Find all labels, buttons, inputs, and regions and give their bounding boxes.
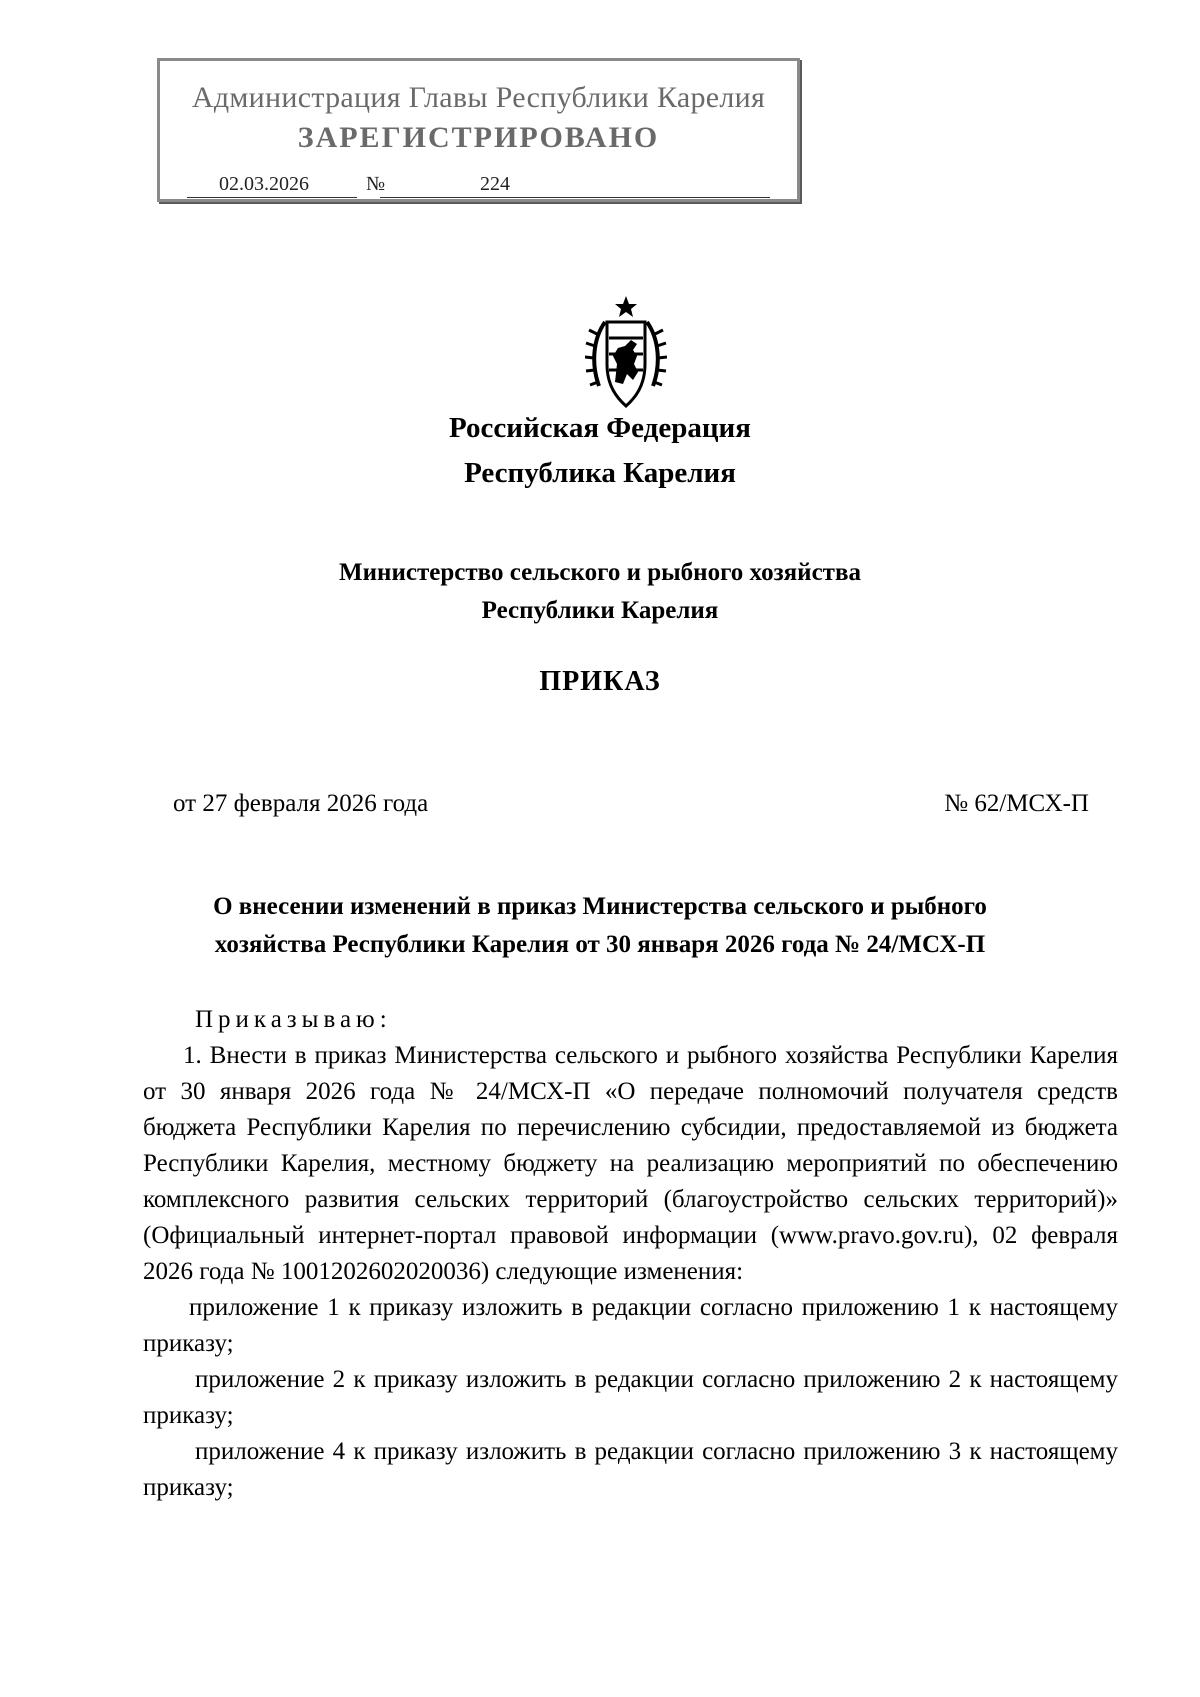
- stamp-number-line: [366, 171, 770, 198]
- order-number: № 62/МСХ-П: [944, 790, 1089, 817]
- order-body: [143, 1002, 1118, 1506]
- stamp-number: 224: [480, 173, 510, 195]
- order-change-1: приложение 1 к приказу изложить в редакции согласно приложению 1 к настоящему приказу;: [143, 1294, 1118, 1357]
- registration-stamp: [157, 58, 800, 202]
- order-title-line1: О внесении изменений в приказ Министерства сельского и рыбного: [213, 893, 987, 920]
- order-command: Приказываю:: [195, 1006, 392, 1033]
- country-name: Российская Федерация: [449, 412, 751, 444]
- ministry-name-line2: Республики Карелия: [481, 597, 719, 624]
- order-change-3: приложение 4 к приказу изложить в редакции согласно приложению 3 к настоящему приказу;: [143, 1438, 1118, 1501]
- stamp-registered: ЗАРЕГИСТРИРОВАНО: [297, 121, 660, 154]
- ministry-name-line1: Министерство сельского и рыбного хозяйства: [339, 559, 861, 586]
- karelia-coat-of-arms-icon: [585, 294, 667, 412]
- order-title-line2: хозяйства Республики Карелия от 30 января 2026 года № 24/МСХ-П: [214, 931, 986, 958]
- stamp-organization: Администрация Главы Республики Карелия: [191, 81, 766, 114]
- stamp-date-line: [187, 171, 357, 198]
- republic-name: Республика Карелия: [464, 457, 736, 489]
- document-type: ПРИКАЗ: [539, 666, 661, 697]
- stamp-number-sign: №: [366, 173, 386, 195]
- order-date: от 27 февраля 2026 года: [173, 790, 429, 817]
- stamp-date: 02.03.2026: [219, 173, 309, 195]
- order-change-2: приложение 2 к приказу изложить в редакции согласно приложению 2 к настоящему приказу;: [143, 1366, 1118, 1429]
- order-title: [0, 888, 1200, 964]
- order-item-1: 1. Внести в приказ Министерства сельского и рыбного хозяйства Республики Карелия от 30 января 2026 года № 24/МСХ-П «О передаче полномочий получателя средств бюджета Республики Карелия по перечислению субсидии, предоставляемой из бюджета Республики Карелия, местному бюджету на реализацию мероприятий по обеспечению комплексного развития сельских территорий (благоустройство сельских территорий)» (Официальный интернет-портал правовой информации (www.pravo.gov.ru), 02 февраля 2026 года № 1001202602020036) следующие изменения:: [143, 1042, 1118, 1285]
